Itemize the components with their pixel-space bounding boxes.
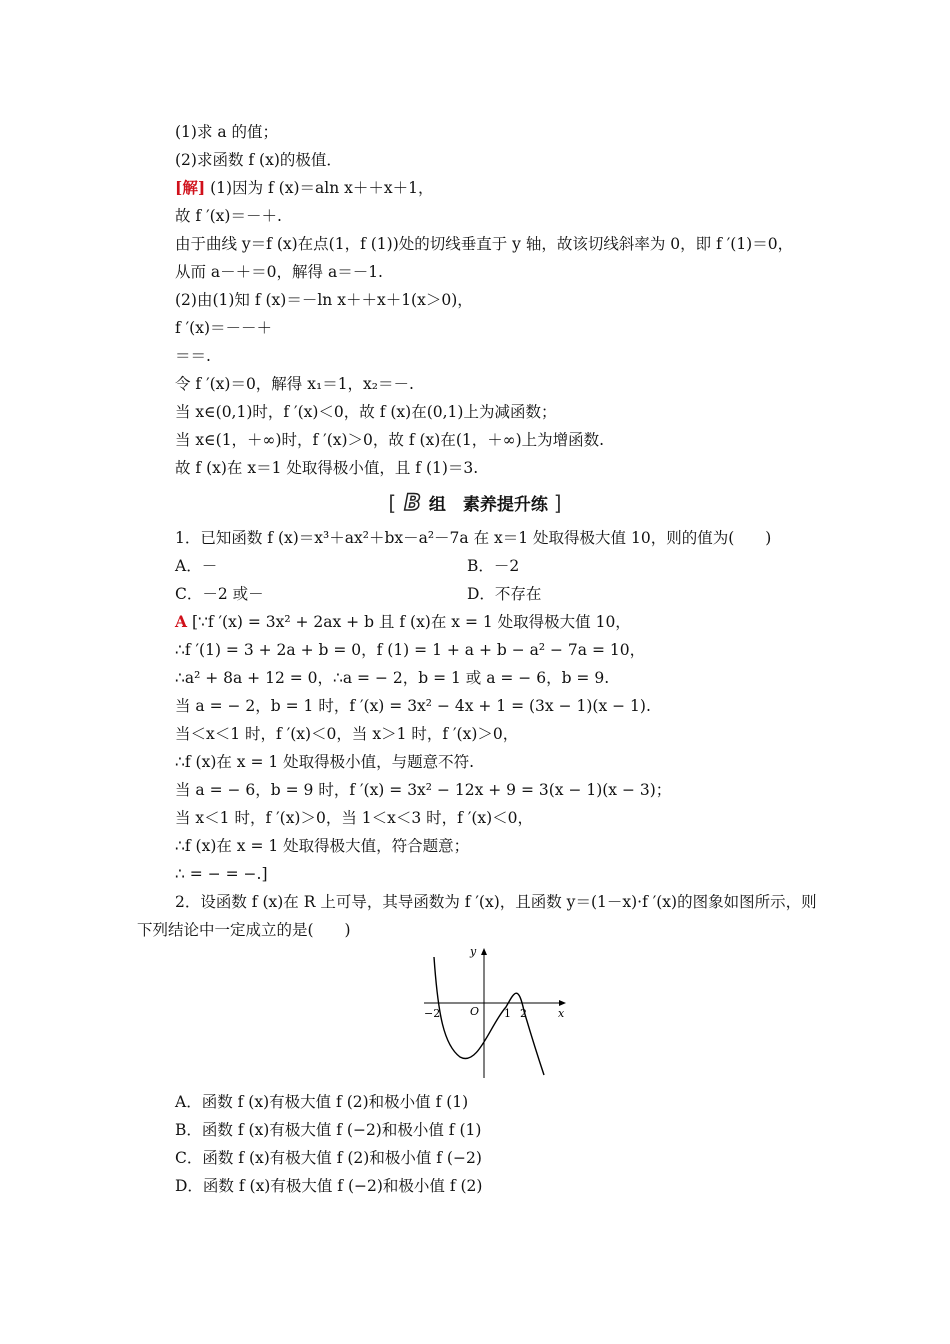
tick-label-2: 2 xyxy=(520,1007,527,1020)
question-1-stem: 1．已知函数 f (x)＝x³＋ax²＋bx－a²－7a 在 x＝1 处取得极大值 10，则的值为( ) xyxy=(175,529,772,547)
q1-answer: A xyxy=(175,612,188,631)
tick-label-neg2: −2 xyxy=(424,1007,441,1020)
group-letter: B xyxy=(404,491,421,516)
part2-question: (2)求函数 f (x)的极值． xyxy=(175,151,342,169)
curve xyxy=(434,957,544,1075)
solution-tag: [解] xyxy=(175,178,206,197)
q1-option-d: D．不存在 xyxy=(467,585,542,603)
x-axis-arrow-icon xyxy=(559,1000,566,1006)
question-2-stem-cont: 下列结论中一定成立的是( ) xyxy=(137,921,351,939)
y-axis-arrow-icon xyxy=(481,948,487,955)
q2-option-a: A．函数 f (x)有极大值 f (2)和极小值 f (1) xyxy=(175,1093,469,1111)
q1-solution-line: ∴f (x)在 x = 1 处取得极小值，与题意不符. xyxy=(175,753,475,771)
q1-option-c: C．－2 或－ xyxy=(175,585,264,603)
solution-line: 故 f ′(x)＝－＋. xyxy=(175,207,282,225)
q1-solution-start xyxy=(175,612,631,632)
q1-solution-line: 当 x＜1 时，f ′(x)＞0，当 1＜x＜3 时，f ′(x)＜0， xyxy=(175,809,534,827)
solution-line: f ′(x)＝－－＋ xyxy=(175,319,273,337)
origin-label: O xyxy=(470,1005,480,1018)
q2-option-d: D．函数 f (x)有极大值 f (−2)和极小值 f (2) xyxy=(175,1177,483,1195)
q1-solution-line: ∴f ′(1) = 3 + 2a + b = 0，f (1) = 1 + a + b − a² − 7a = 10， xyxy=(175,641,646,659)
y-axis-label: y xyxy=(470,945,477,958)
section-heading xyxy=(0,490,950,516)
solution-line: 由于曲线 y＝f (x)在点(1，f (1))处的切线垂直于 y 轴，故该切线斜率为 0，即 f ′(1)＝0， xyxy=(175,235,794,253)
question-2-stem: 2．设函数 f (x)在 R 上可导，其导函数为 f ′(x)，且函数 y＝(1－x)·f ′(x)的图象如图所示，则 xyxy=(175,893,817,911)
solution-line: ＝＝. xyxy=(175,347,211,365)
q2-option-b: B．函数 f (x)有极大值 f (−2)和极小值 f (1) xyxy=(175,1121,482,1139)
solution-line: 令 f ′(x)＝0，解得 x₁＝1，x₂＝－. xyxy=(175,375,414,393)
section-title: 组 素养提升练 xyxy=(428,495,548,515)
solution-line: 从而 a－＋＝0，解得 a＝－1. xyxy=(175,263,383,281)
q1-solution-line: ∴a² + 8a + 12 = 0，∴a = − 2，b = 1 或 a = − 6，b = 9. xyxy=(175,669,610,687)
q1-solution-line: [∵f ′(x) = 3x² + 2ax + b 且 f (x)在 x = 1 处取得极大值 10， xyxy=(191,613,631,631)
q1-solution-line: 当＜x＜1 时，f ′(x)＜0，当 x＞1 时，f ′(x)＞0， xyxy=(175,725,519,743)
q1-option-b: B．－2 xyxy=(467,557,520,575)
function-graph xyxy=(420,945,570,1085)
solution-line: (1)因为 f (x)＝aln x＋＋x＋1， xyxy=(210,179,434,197)
q1-solution-line: ∴ = − = −.] xyxy=(175,865,268,883)
bracket-right-icon: ] xyxy=(553,491,562,515)
q1-solution-line: 当 a = − 6，b = 9 时，f ′(x) = 3x² − 12x + 9 = 3(x − 1)(x − 3)； xyxy=(175,781,672,799)
solution-line: (2)由(1)知 f (x)＝－ln x＋＋x＋1(x＞0)， xyxy=(175,291,473,309)
tick-label-1: 1 xyxy=(504,1007,511,1020)
q1-solution-line: ∴f (x)在 x = 1 处取得极大值，符合题意； xyxy=(175,837,470,855)
q1-solution-line: 当 a = − 2，b = 1 时，f ′(x) = 3x² − 4x + 1 = (3x − 1)(x − 1). xyxy=(175,697,651,715)
solution-line: 当 x∈(1，＋∞)时，f ′(x)＞0，故 f (x)在(1，＋∞)上为增函数. xyxy=(175,431,605,449)
solution-line: 当 x∈(0,1)时，f ′(x)＜0，故 f (x)在(0,1)上为减函数； xyxy=(175,403,557,421)
q2-option-c: C．函数 f (x)有极大值 f (2)和极小值 f (−2) xyxy=(175,1149,482,1167)
q1-option-a: A．－ xyxy=(175,557,218,575)
part1-question: (1)求 a 的值； xyxy=(175,123,279,141)
x-axis-label: x xyxy=(558,1007,565,1020)
bracket-left-icon: [ xyxy=(388,491,397,515)
solution-line: 故 f (x)在 x＝1 处取得极小值，且 f (1)＝3. xyxy=(175,459,479,477)
solution-start xyxy=(175,178,433,198)
